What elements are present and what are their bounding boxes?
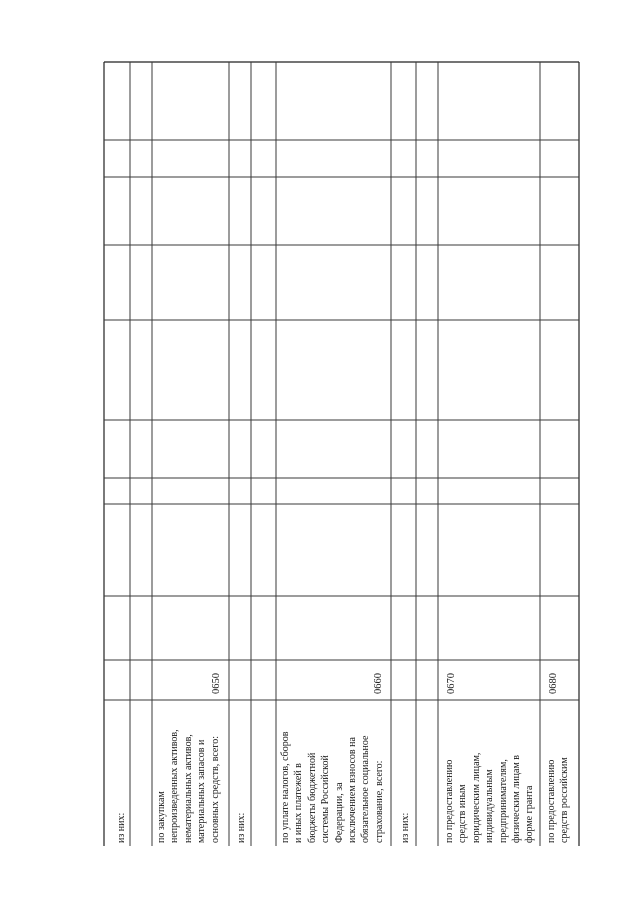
label-line: физическим лицам в: [511, 754, 523, 843]
row-label-taxes: [279, 732, 386, 844]
label-line: по предоставлению: [546, 759, 557, 843]
row-code-0680: 0680: [548, 673, 559, 694]
row-label-grants: [443, 753, 537, 843]
label-line: по закупкам: [156, 791, 167, 843]
label-line: нематериальных активов,: [182, 734, 194, 843]
row-code-0670: 0670: [446, 673, 457, 694]
label-line: юридическим лицам,: [470, 752, 482, 843]
label-line: по предоставлению: [444, 759, 455, 843]
row-label-from-them-2: [235, 813, 248, 843]
label-line: из них:: [400, 812, 411, 843]
label-line: страхование, всего:: [373, 760, 385, 843]
label-line: по уплате налогов, сборов: [280, 731, 291, 843]
label-line: системы Российской: [320, 755, 332, 843]
label-line: Федерации, за: [333, 782, 345, 843]
label-line: бюджеты бюджетной: [306, 752, 318, 843]
label-line: средств иным: [457, 784, 469, 843]
label-line: обязательное социальное: [360, 735, 372, 843]
label-line: индивидуальным: [484, 769, 496, 843]
label-line: предпринимателям,: [497, 759, 509, 843]
label-line: исключением взносов на: [347, 737, 359, 843]
row-label-procurement: [155, 729, 222, 843]
row-code-0660: 0660: [373, 673, 384, 694]
row-label-from-them-1: [115, 813, 128, 843]
label-line: средств российским: [559, 757, 571, 843]
label-line: материальных запасов и: [196, 739, 208, 843]
row-label-russian-funds: [545, 757, 572, 843]
label-line: из них:: [236, 812, 247, 843]
row-code-0650: 0650: [211, 673, 222, 694]
label-line: из них:: [116, 812, 127, 843]
label-line: непроизведенных активов,: [169, 729, 181, 843]
label-line: форме гранта: [524, 785, 536, 843]
label-line: основных средств, всего:: [209, 736, 221, 843]
label-line: и иных платежей в: [293, 763, 305, 843]
row-label-from-them-3: [399, 813, 412, 843]
